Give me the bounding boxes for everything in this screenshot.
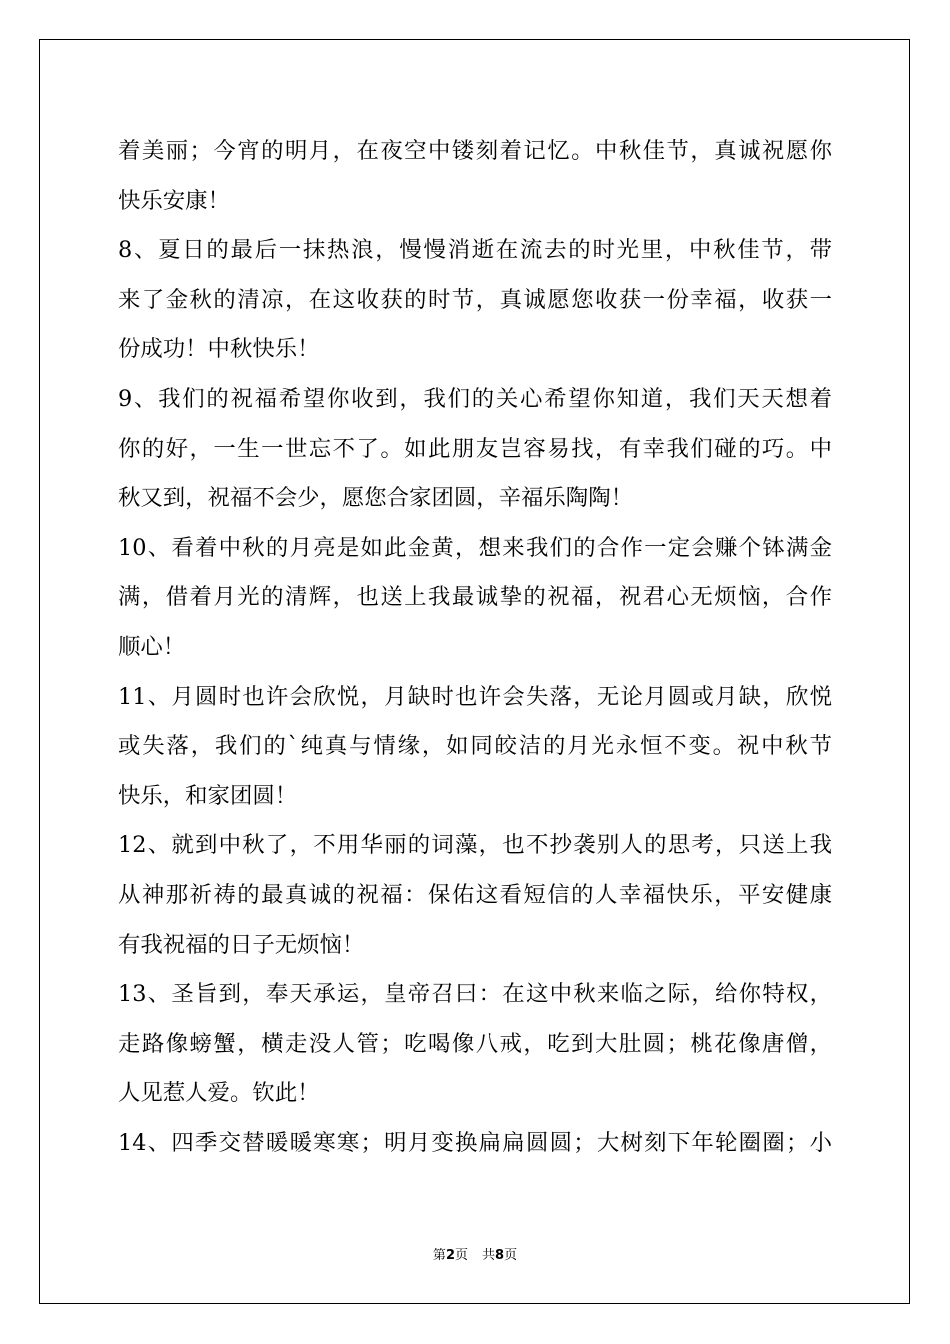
- text-line: 着美丽；今宵的明月，在夜空中镂刻着记忆。中秋佳节，真诚祝愿你: [118, 138, 832, 164]
- text-line: 13、圣旨到，奉天承运，皇帝召曰：在这中秋来临之际，给你特权，: [118, 981, 832, 1008]
- text-line: 10、看着中秋的月亮是如此金黄，想来我们的合作一定会赚个钵满金: [118, 534, 832, 561]
- text-line: 人见惹人爱。钦此！: [118, 1080, 320, 1107]
- text-line: 快乐，和家团圆！: [118, 782, 298, 809]
- text-line: 14、四季交替暖暖寒寒；明月变换扁扁圆圆；大树刻下年轮圈圈；小: [118, 1129, 832, 1156]
- text-line: 顺心！: [118, 633, 186, 660]
- text-line: 你的好，一生一世忘不了。如此朋友岂容易找，有幸我们碰的巧。中: [118, 435, 832, 462]
- page-suffix: 页: [454, 1248, 468, 1263]
- text-line: 9、我们的祝福希望你收到，我们的关心希望你知道，我们天天想着: [118, 385, 832, 412]
- text-line: 快乐安康！: [118, 187, 230, 214]
- text-line: 12、就到中秋了，不用华丽的词藻，也不抄袭别人的思考，只送上我: [118, 832, 832, 859]
- total-pages: 8: [495, 1248, 505, 1263]
- document-body: [118, 127, 832, 1168]
- page-footer: [0, 1246, 950, 1266]
- text-line: 份成功！中秋快乐！: [118, 336, 320, 363]
- text-line: 或失落，我们的`纯真与情缘，如同皎洁的月光永恒不变。祝中秋节: [118, 733, 832, 760]
- text-line: 满，借着月光的清辉，也送上我最诚挚的祝福，祝君心无烦恼，合作: [118, 584, 832, 611]
- text-line: 有我祝福的日子无烦恼！: [118, 931, 365, 958]
- text-line: 来了金秋的清凉，在这收获的时节，真诚愿您收获一份幸福，收获一: [118, 286, 832, 313]
- total-prefix: 共: [482, 1248, 496, 1263]
- text-line: 从神那祈祷的最真诚的祝福：保佑这看短信的人幸福快乐，平安健康: [118, 881, 832, 908]
- text-line: 11、月圆时也许会欣悦，月缺时也许会失落，无论月圆或月缺，欣悦: [118, 683, 832, 710]
- page-number: 2: [445, 1248, 455, 1263]
- page-prefix: 第: [432, 1248, 446, 1263]
- text-line: 走路像螃蟹，横走没人管；吃喝像八戒，吃到大肚圆；桃花像唐僧，: [118, 1030, 832, 1057]
- text-line: 8、夏日的最后一抹热浪，慢慢消逝在流去的时光里，中秋佳节，带: [118, 237, 832, 264]
- total-suffix: 页: [504, 1248, 518, 1263]
- text-line: 秋又到，祝福不会少，愿您合家团圆，辛福乐陶陶！: [118, 485, 633, 512]
